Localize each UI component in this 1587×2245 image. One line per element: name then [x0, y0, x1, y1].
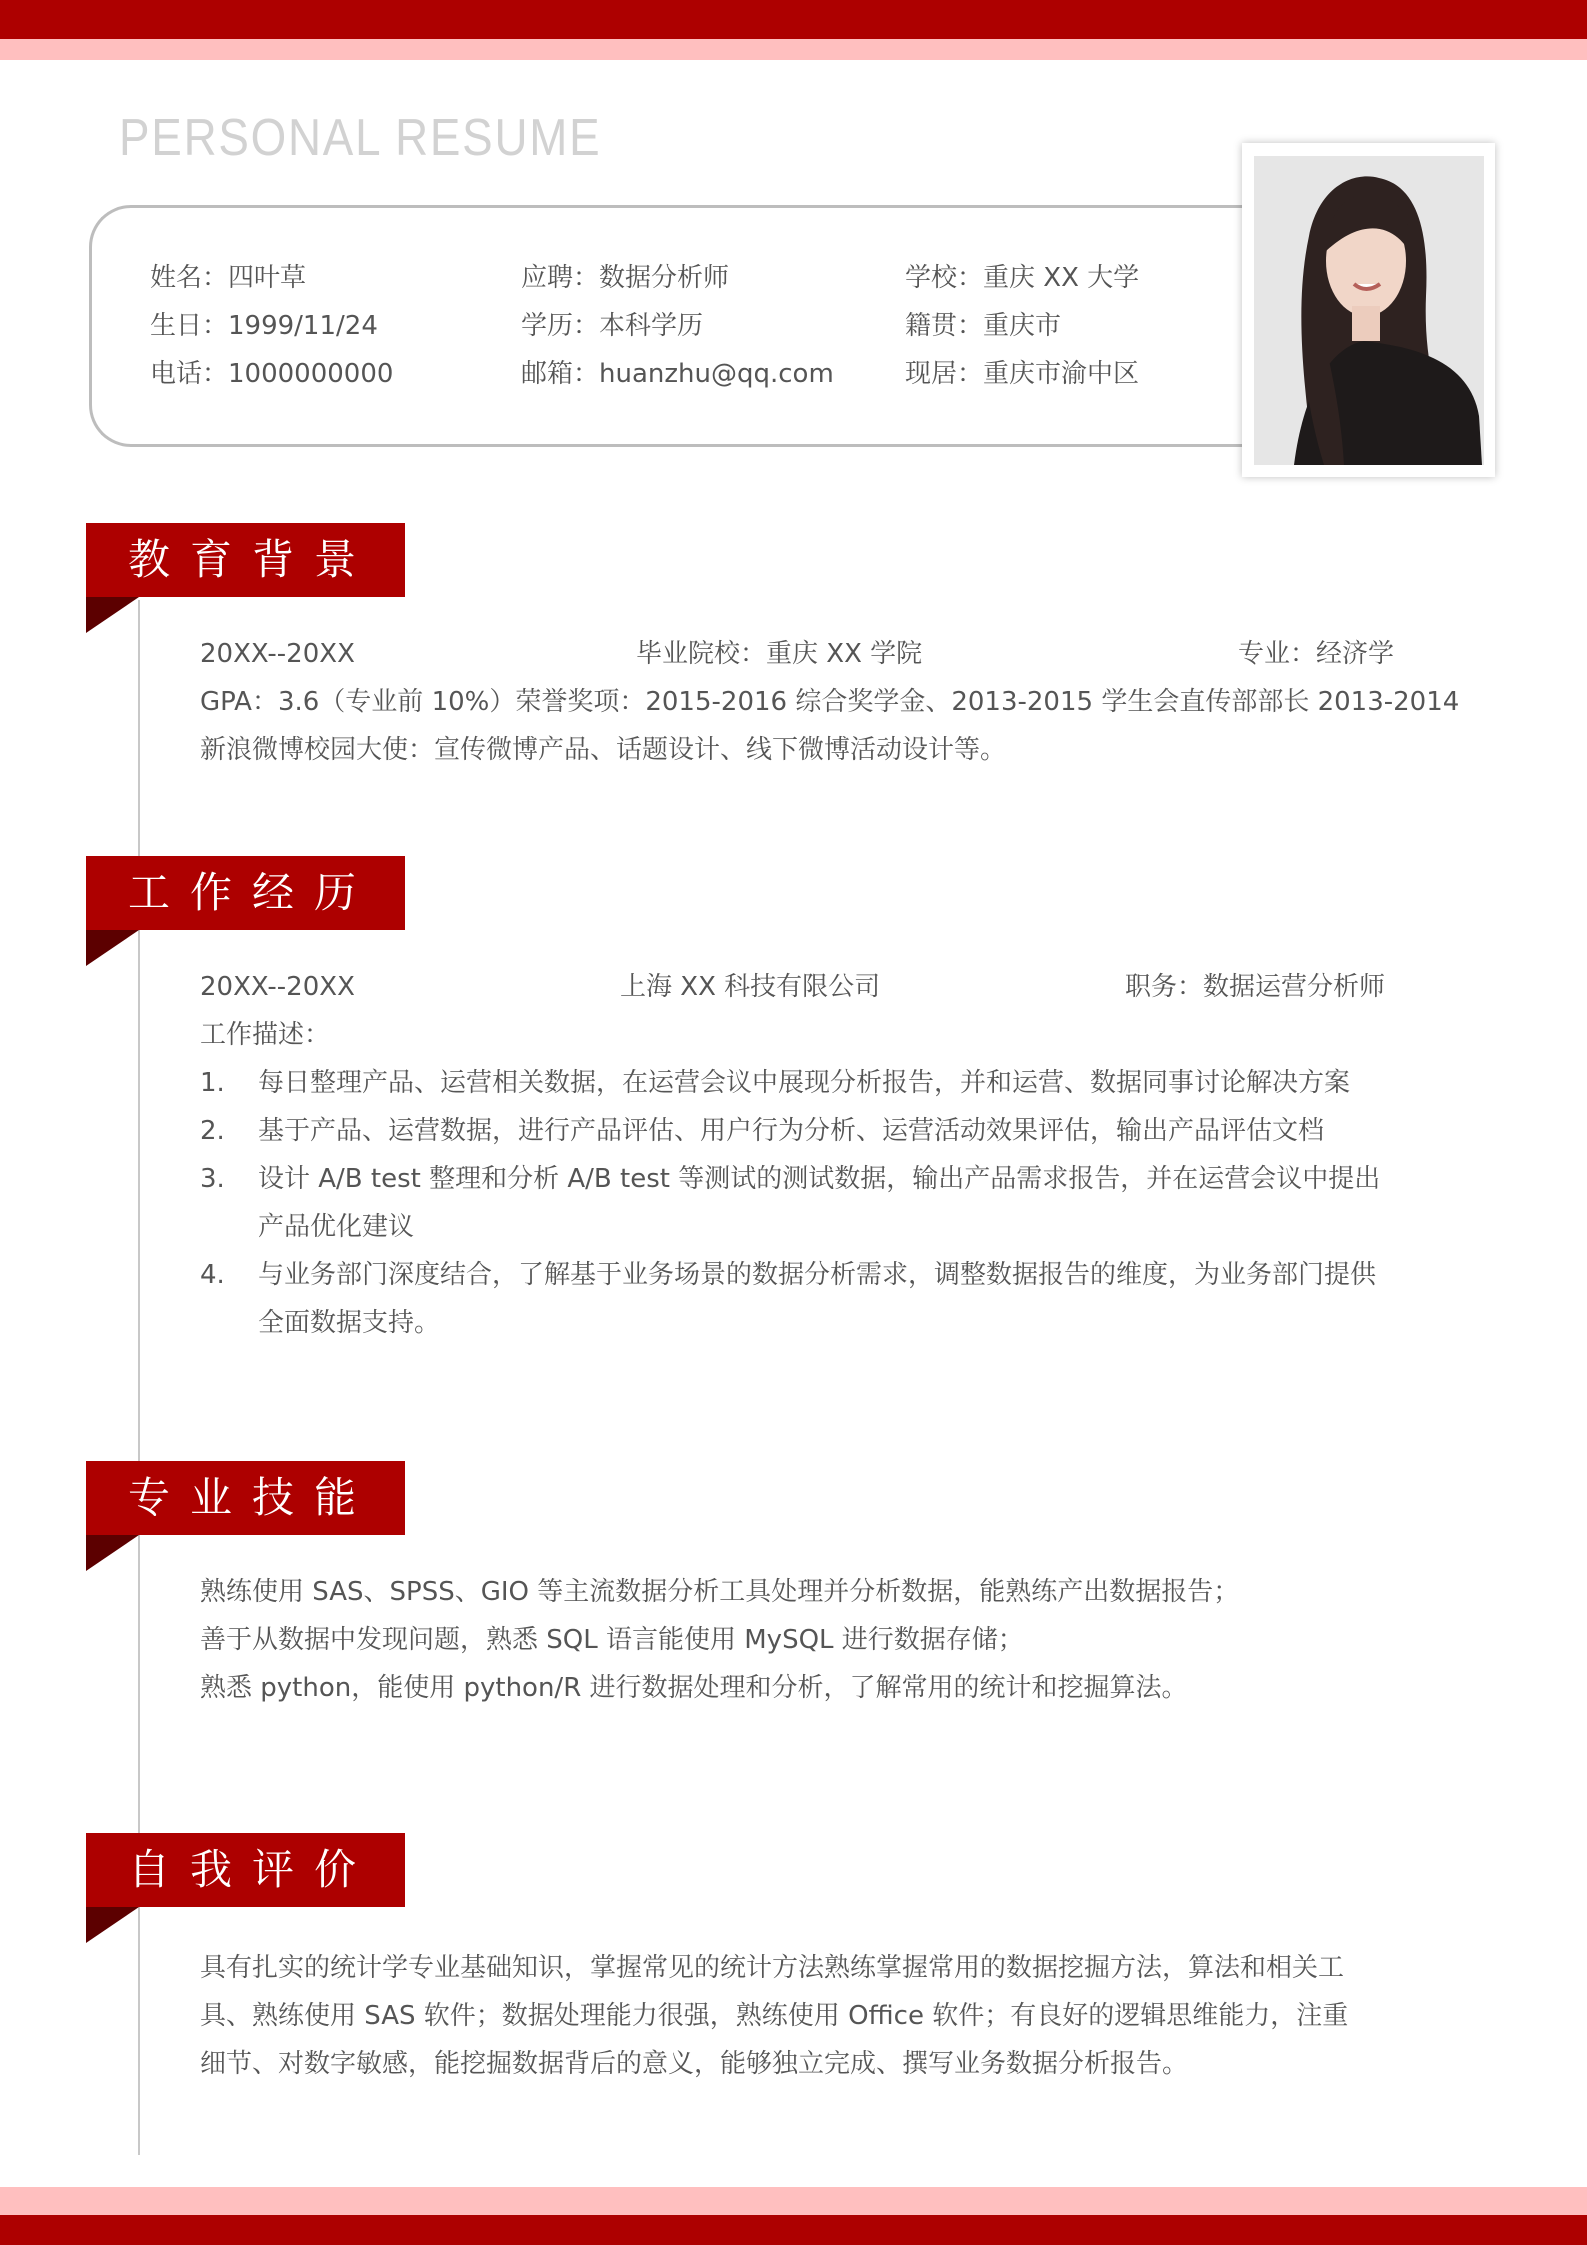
- skill-line: 熟练使用 SAS、SPSS、GIO 等主流数据分析工具处理并分析数据，能熟练产出数据报告；: [200, 1577, 1240, 1607]
- info-school: 学校：重庆 XX 大学: [905, 263, 1140, 293]
- self-evaluation-line: 具、熟练使用 SAS 软件；数据处理能力很强，熟练使用 Office 软件；有良好的逻辑思维能力，注重: [200, 2001, 1349, 2031]
- education-summary-row: [200, 630, 1540, 678]
- work-item: [200, 1107, 1540, 1155]
- skill-line: 熟悉 python，能使用 python/R 进行数据处理和分析，了解常用的统计和挖掘算法。: [200, 1673, 1188, 1703]
- section-heading: 专业技能: [86, 1461, 405, 1535]
- info-column-1: [150, 254, 393, 398]
- info-column-2: [521, 254, 834, 398]
- item-text: 每日整理产品、运营相关数据，在运营会议中展现分析报告，并和运营、数据同事讨论解决方案: [258, 1068, 1351, 1098]
- education-line: 新浪微博校园大使：宣传微博产品、话题设计、线下微博活动设计等。: [200, 735, 1007, 765]
- item-text: 全面数据支持。: [258, 1308, 441, 1338]
- bottom-red-band: [0, 2215, 1587, 2245]
- work-item: [200, 1059, 1540, 1107]
- item-text: 基于产品、运营数据，进行产品评估、用户行为分析、运营活动效果评估，输出产品评估文档: [258, 1116, 1325, 1146]
- work-position: 职务：数据运营分析师: [1125, 972, 1386, 1002]
- top-pink-band: [0, 39, 1587, 60]
- education-school: 毕业院校：重庆 XX 学院: [636, 639, 923, 669]
- info-degree: 学历：本科学历: [521, 311, 704, 341]
- info-hometown: 籍贯：重庆市: [905, 311, 1062, 341]
- bottom-pink-band: [0, 2187, 1587, 2215]
- ribbon-fold: [86, 1535, 139, 1571]
- skill-line: 善于从数据中发现问题，熟悉 SQL 语言能使用 MySQL 进行数据存储；: [200, 1625, 1024, 1655]
- profile-photo-frame: [1242, 143, 1495, 477]
- work-summary-row: [200, 963, 1540, 1011]
- ribbon-fold: [86, 1907, 139, 1943]
- top-red-band: [0, 0, 1587, 39]
- item-number: 1.: [200, 1068, 225, 1098]
- section-heading: 自我评价: [86, 1833, 405, 1907]
- ribbon-fold: [86, 930, 139, 966]
- self-evaluation-line: 细节、对数字敏感，能挖掘数据背后的意义，能够独立完成、撰写业务数据分析报告。: [200, 2049, 1189, 2079]
- work-period: 20XX--20XX: [200, 972, 355, 1002]
- education-period: 20XX--20XX: [200, 639, 355, 669]
- portrait-image: [1254, 156, 1484, 465]
- section-heading: 工作经历: [86, 856, 405, 930]
- info-residence: 现居：重庆市渝中区: [905, 359, 1140, 389]
- info-phone: 电话：1000000000: [150, 359, 394, 389]
- item-number: 4.: [200, 1260, 225, 1290]
- info-name: 姓名：四叶草: [150, 263, 307, 293]
- education-line: GPA：3.6（专业前 10%）荣誉奖项：2015-2016 综合奖学金、2013-2015 学生会直传部部长 2013-2014: [200, 687, 1460, 717]
- work-description-label: 工作描述：: [200, 1020, 331, 1050]
- resume-title: PERSONAL RESUME: [119, 109, 602, 167]
- work-company: 上海 XX 科技有限公司: [620, 972, 881, 1002]
- work-item: [200, 1155, 1540, 1251]
- info-birthday: 生日：1999/11/24: [150, 311, 378, 341]
- education-major: 专业：经济学: [1238, 639, 1395, 669]
- item-text: 产品优化建议: [258, 1212, 415, 1242]
- item-text: 与业务部门深度结合，了解基于业务场景的数据分析需求，调整数据报告的维度，为业务部门提供: [258, 1260, 1377, 1290]
- self-evaluation-line: 具有扎实的统计学专业基础知识，掌握常见的统计方法熟练掌握常用的数据挖掘方法，算法和相关工: [200, 1953, 1345, 1983]
- item-number: 2.: [200, 1116, 225, 1146]
- info-column-3: [905, 254, 1139, 398]
- work-item: [200, 1251, 1540, 1347]
- info-email: 邮箱：huanzhu@qq.com: [521, 359, 834, 389]
- profile-photo: [1254, 156, 1484, 465]
- item-text: 设计 A/B test 整理和分析 A/B test 等测试的测试数据，输出产品需求报告，并在运营会议中提出: [258, 1164, 1381, 1194]
- item-number: 3.: [200, 1164, 225, 1194]
- info-position: 应聘：数据分析师: [521, 263, 730, 293]
- section-heading: 教育背景: [86, 523, 405, 597]
- ribbon-fold: [86, 597, 139, 633]
